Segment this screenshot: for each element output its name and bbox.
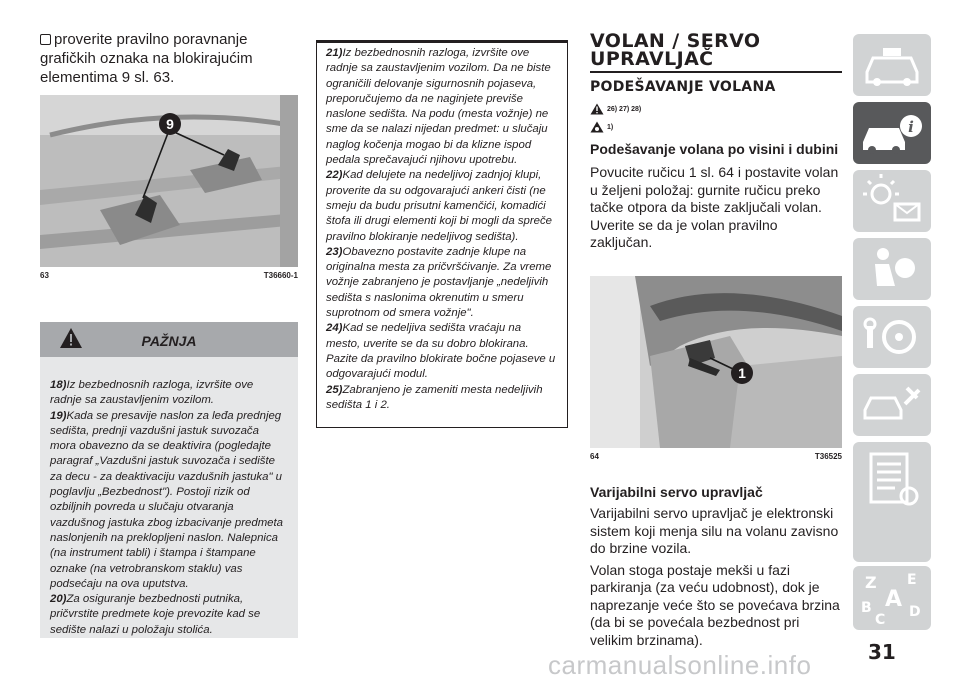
column-2-notes-box	[316, 40, 568, 428]
svg-text:A: A	[885, 587, 903, 612]
note-number: 19)	[50, 409, 67, 422]
svg-text:E: E	[907, 572, 917, 588]
car-tools-icon	[853, 374, 931, 436]
figure-64-callout: 1	[738, 365, 746, 381]
note-23: 23)Obavezno postavite zadnje klupe na originalna mesta za pričvršćivanje. Za vreme vožnje zabranjeno je postavljanje „nedeljivih sedišta s naslonima okrenutim u smeru suprotnom od smera vožnje".	[326, 245, 552, 320]
note-number: 23)	[326, 245, 343, 258]
note-number: 20)	[50, 593, 67, 606]
note-19: 19)Kada se presavije naslon za leđa prednjeg sedišta, prednji vazdušni jastuk suvozača mora obavezno da se deaktivira (pogledajte paragraf „Vazdušni jastuk suvozača i sedište za decu - za deaktivaciju vazdušnih jastuka" u poglavlju „Bezbednost"). Postoji rizik od ozbiljnih povreda u slučaju otvaranja vazdušnog jastuka zbog izbacivanje predmeta naslonjenih na preklopljeni naslon. Nalepnica (na instrument tabli) i štampa i štampane oznake (na vetrobranskom staklu) vas podsećaju na ova uputstva.	[50, 409, 284, 590]
svg-text:D: D	[909, 604, 921, 620]
figure-63-number: 63	[40, 271, 49, 280]
figure-64-caption	[590, 452, 842, 461]
svg-text:C: C	[875, 612, 886, 628]
tab-car-info[interactable]	[853, 102, 931, 164]
alphabet-index-icon	[853, 566, 931, 630]
column-1	[40, 30, 298, 87]
figure-63-callout: 9	[166, 116, 174, 132]
warning-title: PAŽNJA	[141, 333, 197, 349]
car-dashboard-icon	[853, 34, 931, 96]
heading-power-steering: Varijabilni servo upravljač	[590, 484, 763, 500]
figure-64	[590, 276, 842, 448]
steering-lever-illustration	[590, 276, 842, 448]
heading-height-depth: Podešavanje volana po visini i dubini	[590, 141, 839, 157]
tab-specs[interactable]	[853, 442, 931, 562]
specs-list-icon	[853, 442, 931, 562]
checkbox-bullet-icon	[40, 34, 51, 45]
airbag-person-icon	[853, 238, 931, 300]
caution-drop-icon	[590, 121, 604, 133]
steering-wheel-key-icon	[853, 306, 931, 368]
svg-text:Z: Z	[865, 573, 877, 592]
section-rule	[590, 71, 842, 73]
paragraph-parking: Volan stoga postaje mekši u fazi parkiranja (za veću udobnost), dok je naprezanje veće što se povećava brzina (da bi se povećala bezbednost pri velikim brzinama).	[590, 561, 840, 648]
tab-car-dashboard[interactable]	[853, 34, 931, 96]
note-21: 21)Iz bezbednosnih razloga, izvršite ove radnje sa zaustavljenim vozilom. Da ne biste ograničili delovanje sigurnosnih pojaseva, preporučujemo da ne naginjete previše naslone sedišta. Na podu (mesta vožnje) ne sme da se nalazi nijedan predmet: u slučaju naglog kočenja mogao bi da klizne ispod pedala sprečavajući njihovu upotrebu.	[326, 47, 551, 167]
note-24: 24)Kad se nedeljiva sedišta vraćaju na mesto, uverite se da su dobro blokirana. Pazite da pravilno blokirate bočne pojaseve u odgovarajući modul.	[326, 322, 556, 381]
tab-warning-lights[interactable]	[853, 170, 931, 232]
note-number: 21)	[326, 47, 343, 59]
tab-steering-key[interactable]	[853, 306, 931, 368]
watermark: carmanualsonline.info	[548, 650, 812, 678]
warning-triangle-icon	[590, 103, 604, 115]
tab-airbag[interactable]	[853, 238, 931, 300]
svg-text:i: i	[908, 118, 914, 136]
note-number: 25)	[326, 383, 343, 396]
note-25: 25)Zabranjeno je zameniti mesta nedeljivih sedišta 1 i 2.	[326, 383, 543, 411]
figure-63-code: T36660-1	[263, 271, 298, 280]
car-info-icon	[853, 102, 931, 164]
page-number: 31	[868, 640, 896, 664]
figure-63	[40, 95, 298, 267]
subsection-title: PODEŠAVANJE VOLANA	[590, 79, 776, 95]
figure-64-code: T36525	[814, 452, 842, 461]
note-20: 20)Za osiguranje bezbednosti putnika, pričvrstite predmete koje prevozite kad se sedište nalazi u položaju stolića.	[50, 593, 261, 636]
figure-64-number: 64	[590, 452, 599, 461]
note-number: 18)	[50, 379, 67, 391]
intro-text: proverite pravilno poravnanje grafičkih oznaka na blokirajućim elementima 9 sl. 63.	[40, 31, 253, 86]
warning-lights-icon	[853, 170, 931, 232]
note-18: 18)Iz bezbednosnih razloga, izvršite ove radnje sa zaustavljenim vozilom.	[50, 379, 254, 407]
section-title: VOLAN / SERVO UPRAVLJAČ	[590, 30, 761, 70]
svg-text:B: B	[861, 600, 872, 616]
column-3	[590, 32, 842, 252]
note-number: 22)	[326, 169, 343, 182]
tab-car-tools[interactable]	[853, 374, 931, 436]
note-number: 24)	[326, 322, 343, 335]
figure-63-caption	[40, 271, 298, 280]
paragraph-power-steering: Varijabilni servo upravljač je elektronski sistem koji menja silu na volanu zavisno do brzine vozila.	[590, 505, 839, 556]
note-22: 22)Kad delujete na nedeljivoj zadnjoj klupi, proverite da su odgovarajući ankeri čisti (ne smeju da budu prisutni kamenčići, komadići štofa ili drugi elementi koji bi mogli da spreče pravilno blokiranje nedeljivog sedišta).	[326, 169, 553, 243]
warning-header	[40, 322, 298, 357]
warning-reference: 26) 27) 28)	[590, 103, 842, 115]
column-3-lower	[590, 484, 842, 649]
paragraph-adjust: Povucite ručicu 1 sl. 64 i postavite volan u željeni položaj: gurnite ručicu preko tačke otpora da biste zaključali volan. Uverite se da je volan pravilno zaključan.	[590, 164, 839, 250]
warning-body	[40, 357, 298, 638]
seat-anchor-illustration	[40, 95, 298, 267]
caution-reference: 1)	[590, 121, 842, 133]
tab-alphabetical-index[interactable]	[853, 566, 931, 630]
